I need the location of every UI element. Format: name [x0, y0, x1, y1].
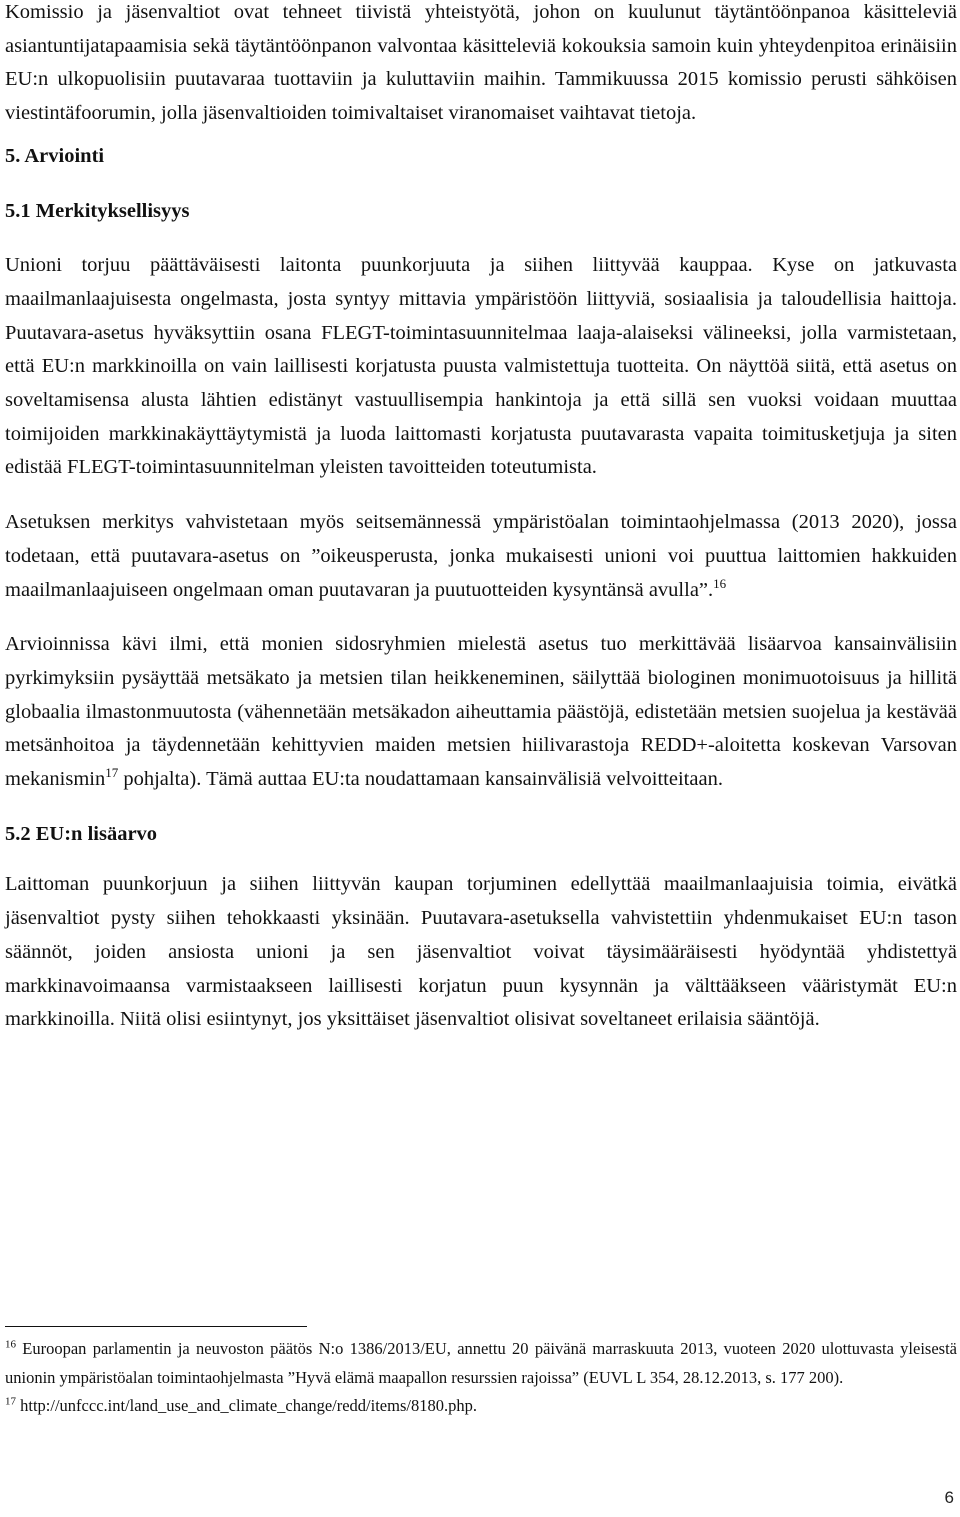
footnote-16	[5, 1335, 957, 1392]
paragraph-arvioinnissa-text: Arvioinnissa kävi ilmi, että monien sidosryhmien mielestä asetus tuo merkittävää lisäarvoa kansainvälisiin pyrkimyksiin pysäyttää metsäkato ja metsien tilan heikkeneminen, säilyttää biologinen monimuotoisuus ja hillitä globaalia ilmastonmuutosta (vähennetään metsäkadon aiheuttamia päästöjä, edistetään metsien suojelua ja kestävää metsänhoitoa ja täydennetään kehittyvien maiden metsien hiilivarastoja REDD+-aloitetta koskevan Varsovan mekanismin	[5, 633, 957, 791]
document-page	[5, 0, 957, 1037]
page-number: 6	[944, 1488, 954, 1507]
footnotes-section	[5, 1326, 957, 1421]
footnote-text: Euroopan parlamentin ja neuvoston päätös N:o 1386/2013/EU, annettu 20 päivänä marraskuuta 2013, vuoteen 2020 ulottuvasta yleisestä unionin ympäristöalan toimintaohjelmasta ”Hyvä elämä maapallon resurssien rajoissa” (EUVL L 354, 28.12.2013, s. 177 200).	[5, 1339, 957, 1387]
paragraph-merkityksellisyys: Unioni torjuu päättäväisesti laitonta puunkorjuuta ja siihen liittyvää kauppaa. Kyse on jatkuvasta maailmanlaajuisesta ongelmasta, josta syntyy mittavia ympäristöön liittyviä, sosiaalisia ja taloudellisia haittoja. Puutavara-asetus hyväksyttiin osana FLEGT-toimintasuunnitelmaa laaja-alaiseksi välineeksi, jolla varmistetaan, että EU:n markkinoilla on vain laillisesti korjatusta puusta valmistettuja tuotteita. On näyttöä siitä, että asetus on soveltamisensa alusta lähtien edistänyt vastuullisempia hankintoja ja että sillä sen vuoksi voidaan muuttaa toimijoiden markkinakäyttäytymistä ja luoda laittomasti korjatusta puutavarasta vapaita toimitusketjuja ja siten edistää FLEGT-toimintasuunnitelman yleisten tavoitteiden toteutumista.	[5, 254, 957, 479]
paragraph-lisaarvo: Laittoman puunkorjuun ja siihen liittyvän kaupan torjuminen edellyttää maailmanlaajuisia toimia, eivätkä jäsenvaltiot pysty siihen tehokkaasti yksinään. Puutavara-asetuksella vahvistettiin yhdenmukaiset EU:n tason säännöt, joiden ansiosta unioni ja sen jäsenvaltiot voivat täysimääräisesti hyödyntää yhdistettyä markkinavoimaansa varmistaakseen laillisesti korjatun puun kysynnän ja välttääkseen vääristymät EU:n markkinoilla. Niitä olisi esiintynyt, jos yksittäiset jäsenvaltiot olisivat soveltaneet erilaisia sääntöjä.	[5, 873, 957, 1031]
footnote-number: 17	[5, 1395, 16, 1408]
footnote-separator	[5, 1326, 307, 1327]
footnote-17	[5, 1392, 957, 1421]
footnote-number: 16	[5, 1338, 16, 1351]
footnote-ref-16: 16	[713, 575, 727, 591]
paragraph-arvioinnissa-end: pohjalta). Tämä auttaa EU:ta noudattamaan kansainvälisiä velvoitteitaan.	[118, 768, 723, 791]
footnote-ref-17: 17	[105, 765, 119, 781]
section-heading-lisaarvo: 5.2 EU:n lisäarvo	[5, 822, 158, 845]
footnote-text: http://unfccc.int/land_use_and_climate_change/redd/items/8180.php.	[16, 1396, 477, 1415]
paragraph-arvioinnissa	[5, 628, 957, 797]
section-heading-merkityksellisyys: 5.1 Merkityksellisyys	[5, 199, 190, 222]
section-heading-arviointi: 5. Arviointi	[5, 144, 105, 167]
paragraph-asetuksen-merkitys-text: Asetuksen merkitys vahvistetaan myös seitsemännessä ympäristöalan toimintaohjelmassa (2013 2020), jossa todetaan, että puutavara-asetus on ”oikeusperusta, jonka mukaisesti unioni voi puuttua laittomien hakkuiden maailmanlaajuiseen ongelmaan oman puutavaran ja puutuotteiden kysyntänsä avulla”.	[5, 511, 957, 601]
paragraph-intro: Komissio ja jäsenvaltiot ovat tehneet tiivistä yhteistyötä, johon on kuulunut täytäntöönpanoa käsitteleviä asiantuntijatapaamisia sekä täytäntöönpanon valvontaa käsitteleviä kokouksia samoin kuin yhteydenpitoa erinäisiin EU:n ulkopuolisiin puutavaraa tuottaviin ja kuluttaviin maihin. Tammikuussa 2015 komissio perusti sähköisen viestintäfoorumin, jolla jäsenvaltioiden toimivaltaiset viranomaiset vaihtavat tietoja.	[5, 1, 957, 125]
paragraph-asetuksen-merkitys	[5, 506, 957, 607]
